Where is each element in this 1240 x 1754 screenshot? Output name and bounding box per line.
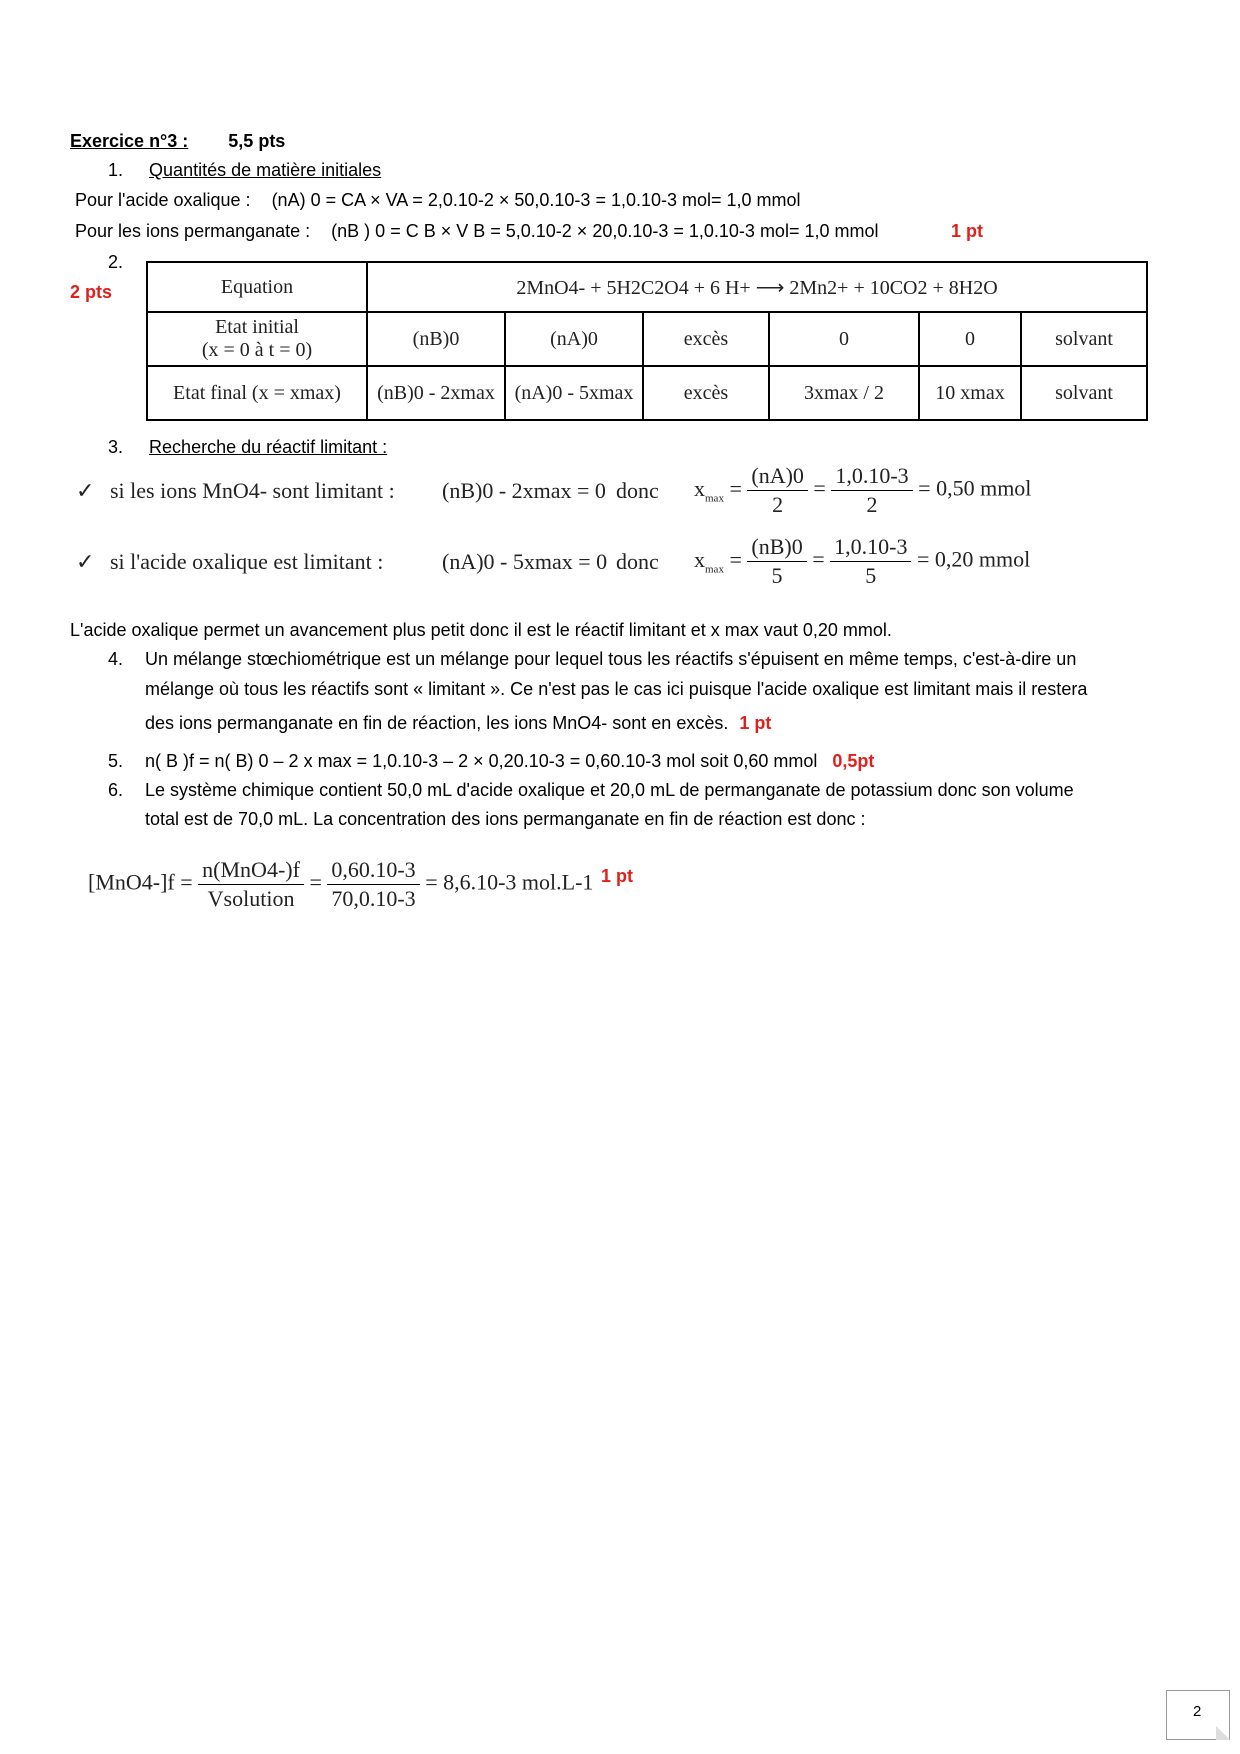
q6-formula: [MnO4-]f = $\frac{\text{n(MnO4-)f}}{\text{Vsolution}}$ = $\frac{0,60.10-3}{70,0.10-3}$ = 8,6.10-3 mol.L-1	[88, 857, 594, 911]
case1-text: si les ions MnO4- sont limitant :	[110, 478, 395, 503]
q6-line2: total est de 70,0 mL. La concentration des ions permanganate en fin de réaction est donc :	[145, 809, 866, 829]
q4-line2: mélange où tous les réactifs sont « limitant ». Ce n'est pas le cas ici puisque l'acide oxalique est limitant mais il restera	[145, 679, 1088, 699]
equation: 2MnO4- + 5H2C2O4 + 6 H+ ⟶ 2Mn2+ + 10CO2 + 8H2O	[367, 262, 1147, 312]
cell-initial-h: excès	[643, 312, 769, 366]
case2-result: = 0,20 mmol	[916, 546, 1031, 572]
cell-final-mn: 3xmax / 2	[769, 366, 919, 420]
case1-calc: $x_{max}$ = $\frac{(nA)0}{2}$ = $\frac{1,0.10-3}{2}$ = 0,50 mmol	[694, 463, 1032, 517]
q5-num: 5.	[108, 751, 124, 771]
cell-initial-h2o: solvant	[1021, 312, 1147, 366]
cell-final-co2: 10 xmax	[919, 366, 1021, 420]
cell-final-b: (nB)0 - 2xmax	[367, 366, 505, 420]
q5-formula: n( B )f = n( B) 0 – 2 x max = 1,0.10-3 – 2 × 0,20.10-3 = 0,60.10-3 mol soit 0,60 mmol 0,5pt	[145, 751, 875, 771]
cell-final-a: (nA)0 - 5xmax	[505, 366, 643, 420]
case1-donc: donc	[616, 478, 659, 503]
cell-final-h: excès	[643, 366, 769, 420]
final-state-label: Etat final (x = xmax)	[147, 366, 367, 420]
case2-condition: (nA)0 - 5xmax = 0	[442, 549, 608, 574]
q3-conclusion: L'acide oxalique permet un avancement plus petit donc il est le réactif limitant et x max vaut 0,20 mmol.	[70, 620, 892, 640]
exercise-points: 5,5 pts	[228, 131, 286, 151]
q1-line-a-formula: (nA) 0 = CA × VA = 2,0.10-2 × 50,0.10-3 = 1,0.10-3 mol= 1,0 mmol	[271, 190, 801, 210]
q5-points: 0,5pt	[832, 751, 875, 771]
equation-label: Equation	[147, 262, 367, 312]
q1-title: Quantités de matière initiales	[149, 160, 382, 180]
initial-state-label: Etat initial (x = 0 à t = 0)	[147, 312, 367, 366]
q1-points: 1 pt	[951, 221, 984, 241]
case2-text: si l'acide oxalique est limitant :	[110, 549, 384, 574]
check-icon: ✓	[76, 478, 95, 503]
cell-initial-a: (nA)0	[505, 312, 643, 366]
q3-heading: 3. Recherche du réactif limitant :	[108, 437, 388, 457]
q4-line1: Un mélange stœchiométrique est un mélange pour lequel tous les réactifs s'épuisent en même temps, c'est-à-dire un	[145, 649, 1077, 669]
q6-result: = 8,6.10-3 mol.L-1	[425, 869, 594, 895]
cell-initial-co2: 0	[919, 312, 1021, 366]
case1-condition: (nB)0 - 2xmax = 0	[442, 478, 606, 503]
case1-result: = 0,50 mmol	[918, 475, 1032, 501]
page-number: 2	[1193, 1703, 1202, 1720]
cell-initial-b: (nB)0	[367, 312, 505, 366]
exercise-title: Exercice n°3 :	[70, 131, 189, 151]
q1-line-b: Pour les ions permanganate : (nB ) 0 = C B × V B = 5,0.10-2 × 20,0.10-3 = 1,0.10-3 mol= 1,0 mmol	[75, 221, 879, 241]
q6-num: 6.	[108, 780, 124, 800]
q3-title: Recherche du réactif limitant :	[149, 437, 388, 457]
q4-points: 1 pt	[739, 713, 772, 733]
q6-points: 1 pt	[601, 866, 634, 886]
reaction-table	[146, 261, 1148, 421]
page-number-box	[1166, 1690, 1230, 1740]
page-curl-icon	[1216, 1726, 1230, 1740]
q1-heading: 1. Quantités de matière initiales	[108, 160, 382, 180]
case2-calc: $x_{max}$ = $\frac{(nB)0}{5}$ = $\frac{1,0.10-3}{5}$ = 0,20 mmol	[694, 534, 1031, 588]
q4-line3: des ions permanganate en fin de réaction, les ions MnO4- sont en excès. 1 pt	[145, 713, 772, 733]
q2-num: 2.	[108, 252, 124, 272]
check-icon: ✓	[76, 549, 95, 574]
q1-line-a: Pour l'acide oxalique : (nA) 0 = CA × VA = 2,0.10-2 × 50,0.10-3 = 1,0.10-3 mol= 1,0 mmol	[75, 190, 801, 210]
cell-initial-mn: 0	[769, 312, 919, 366]
q6-line1: Le système chimique contient 50,0 mL d'acide oxalique et 20,0 mL de permanganate de potassium donc son volume	[145, 780, 1074, 800]
q2-points: 2 pts	[70, 282, 113, 302]
q1-line-b-formula: (nB ) 0 = C B × V B = 5,0.10-2 × 20,0.10-3 = 1,0.10-3 mol= 1,0 mmol	[331, 221, 879, 241]
cell-final-h2o: solvant	[1021, 366, 1147, 420]
case2-donc: donc	[616, 549, 659, 574]
q4-num: 4.	[108, 649, 124, 669]
